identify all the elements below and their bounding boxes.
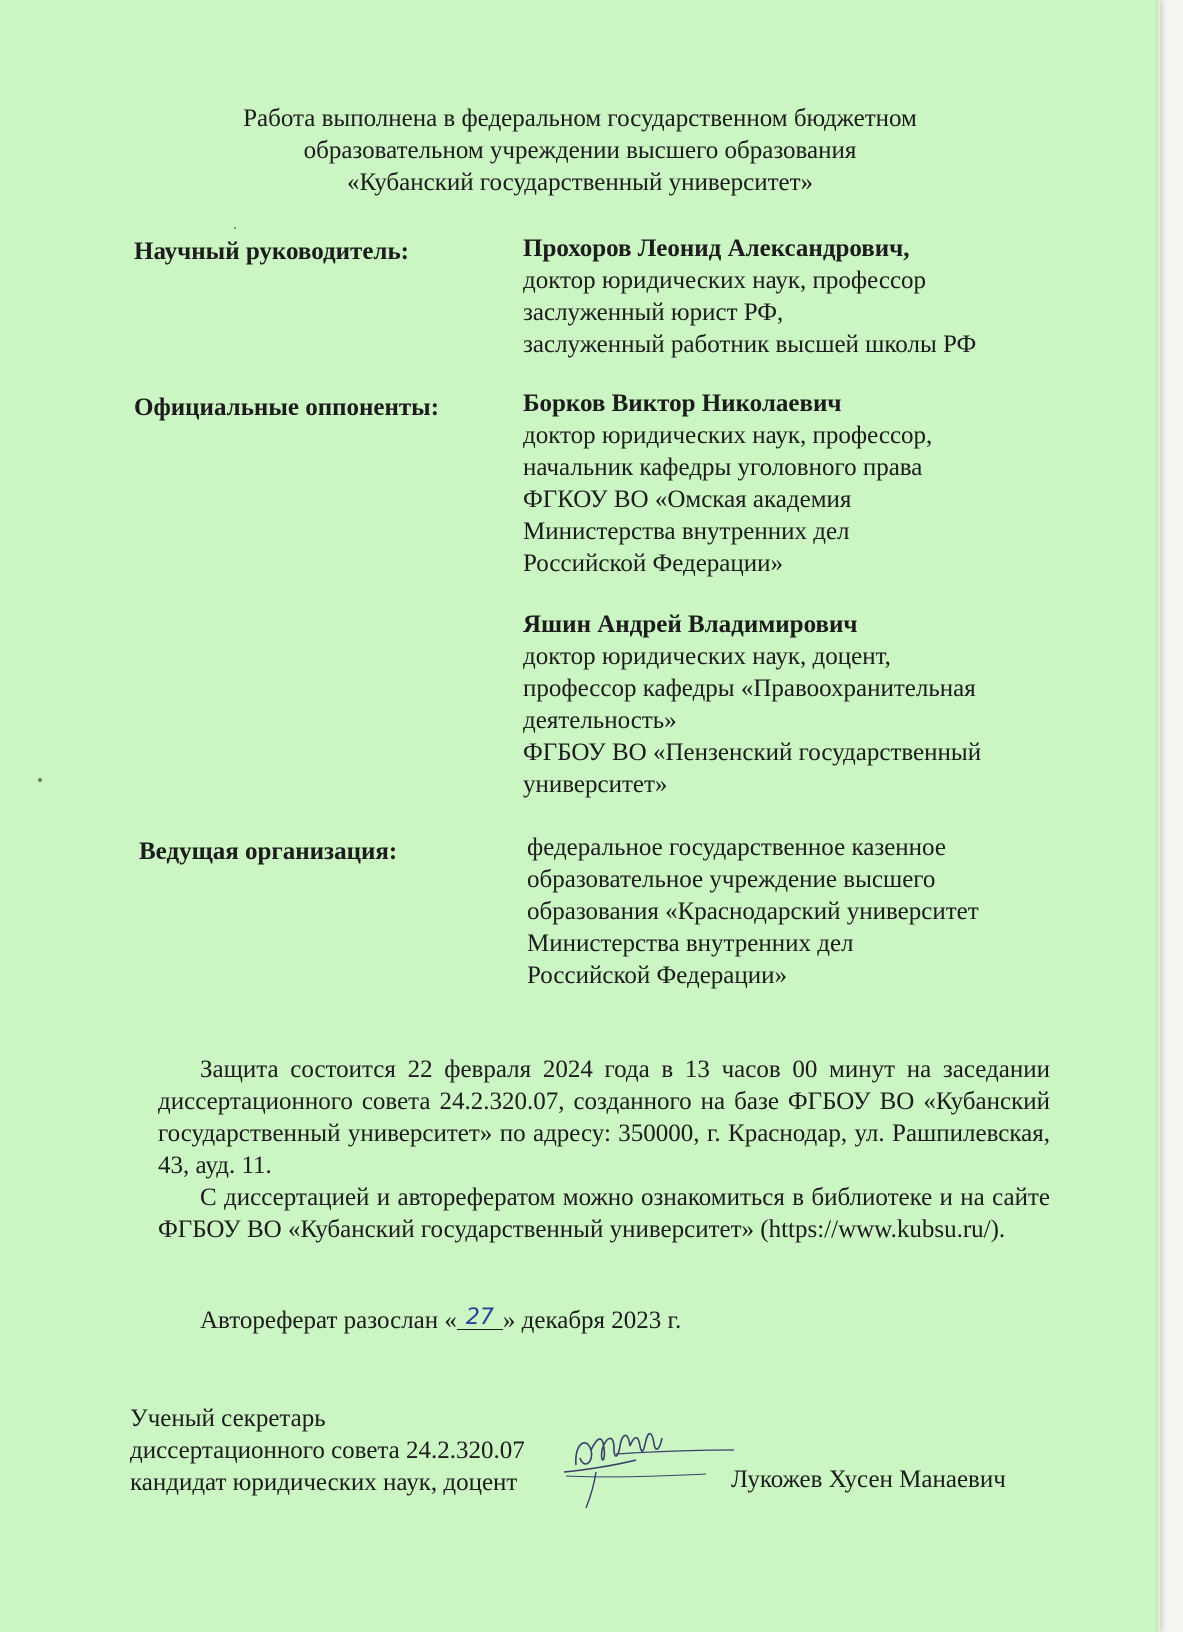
supervisor-line: доктор юридических наук, профессор	[523, 267, 927, 294]
opponent-1-line: начальник кафедры уголовного права	[523, 454, 923, 481]
supervisor-info	[523, 233, 976, 361]
intro-line-2: образовательном учреждении высшего образования	[303, 137, 857, 164]
secretary-name: Лукожев Хусен Манаевич	[731, 1466, 1006, 1493]
defense-paragraph-2: С диссертацией и авторефератом можно ознакомиться в библиотеке и на сайте ФГБОУ ВО «Кубанский государственный университет» (https://www.kubsu.ru/).	[158, 1184, 1050, 1243]
opponent-2-line: деятельность»	[523, 707, 677, 734]
sent-day-handwritten: 27	[457, 1307, 503, 1330]
opponent-1-line: Российской Федерации»	[523, 550, 784, 577]
intro-header	[0, 103, 1160, 199]
supervisor-line: заслуженный работник высшей школы РФ	[523, 331, 977, 358]
sent-suffix: » декабря 2023 г.	[502, 1307, 682, 1334]
paper-speck	[234, 227, 236, 229]
abstract-sent-line	[200, 1307, 681, 1335]
supervisor-line: заслуженный юрист РФ,	[523, 299, 784, 326]
opponent-1-name: Борков Виктор Николаевич	[523, 390, 842, 417]
supervisor-label: Научный руководитель:	[134, 238, 409, 265]
opponent-2-name: Яшин Андрей Владимирович	[523, 611, 858, 638]
secretary-line: диссертационного совета 24.2.320.07	[130, 1437, 525, 1464]
opponent-2-line: ФГБОУ ВО «Пензенский государственный	[523, 739, 982, 766]
supervisor-name: Прохоров Леонид Александрович,	[523, 235, 910, 262]
opponent-1-line: Министерства внутренних дел	[523, 518, 850, 545]
defense-text	[158, 1054, 1050, 1246]
opponent-2-line: университет»	[523, 771, 668, 798]
opponent-2-line: профессор кафедры «Правоохранительная	[523, 675, 976, 702]
opponents-label: Официальные оппоненты:	[134, 394, 440, 421]
intro-line-1: Работа выполнена в федеральном государственном бюджетном	[243, 105, 917, 132]
secretary-line: Ученый секретарь	[130, 1405, 326, 1432]
opponent-1-line: доктор юридических наук, профессор,	[523, 422, 933, 449]
leading-org-label: Ведущая организация:	[139, 838, 398, 865]
opponent-1-info	[523, 388, 932, 580]
secretary-line: кандидат юридических наук, доцент	[130, 1469, 518, 1496]
defense-paragraph-1: Защита состоится 22 февраля 2024 года в 13 часов 00 минут на заседании диссертационного совета 24.2.320.07, созданного на базе ФГБОУ ВО «Кубанский государственный университет» по адресу: 350000, г. Краснодар, ул. Рашпилевская, 43, ауд. 11.	[158, 1056, 1050, 1179]
signature-icon	[556, 1410, 736, 1510]
paper-speck	[38, 778, 42, 782]
sent-prefix: Автореферат разослан «	[200, 1307, 457, 1334]
opponent-2-info	[523, 609, 981, 801]
opponent-2-line: доктор юридических наук, доцент,	[523, 643, 891, 670]
opponent-1-line: ФГКОУ ВО «Омская академия	[523, 486, 852, 513]
leading-org-line: образовательное учреждение высшего	[527, 866, 936, 893]
intro-line-3: «Кубанский государственный университет»	[346, 169, 814, 196]
secretary-block	[130, 1403, 525, 1499]
leading-org-info	[527, 832, 979, 992]
leading-org-line: федеральное государственное казенное	[527, 834, 946, 861]
leading-org-line: Российской Федерации»	[527, 962, 788, 989]
leading-org-line: Министерства внутренних дел	[527, 930, 854, 957]
leading-org-line: образования «Краснодарский университет	[527, 898, 979, 925]
